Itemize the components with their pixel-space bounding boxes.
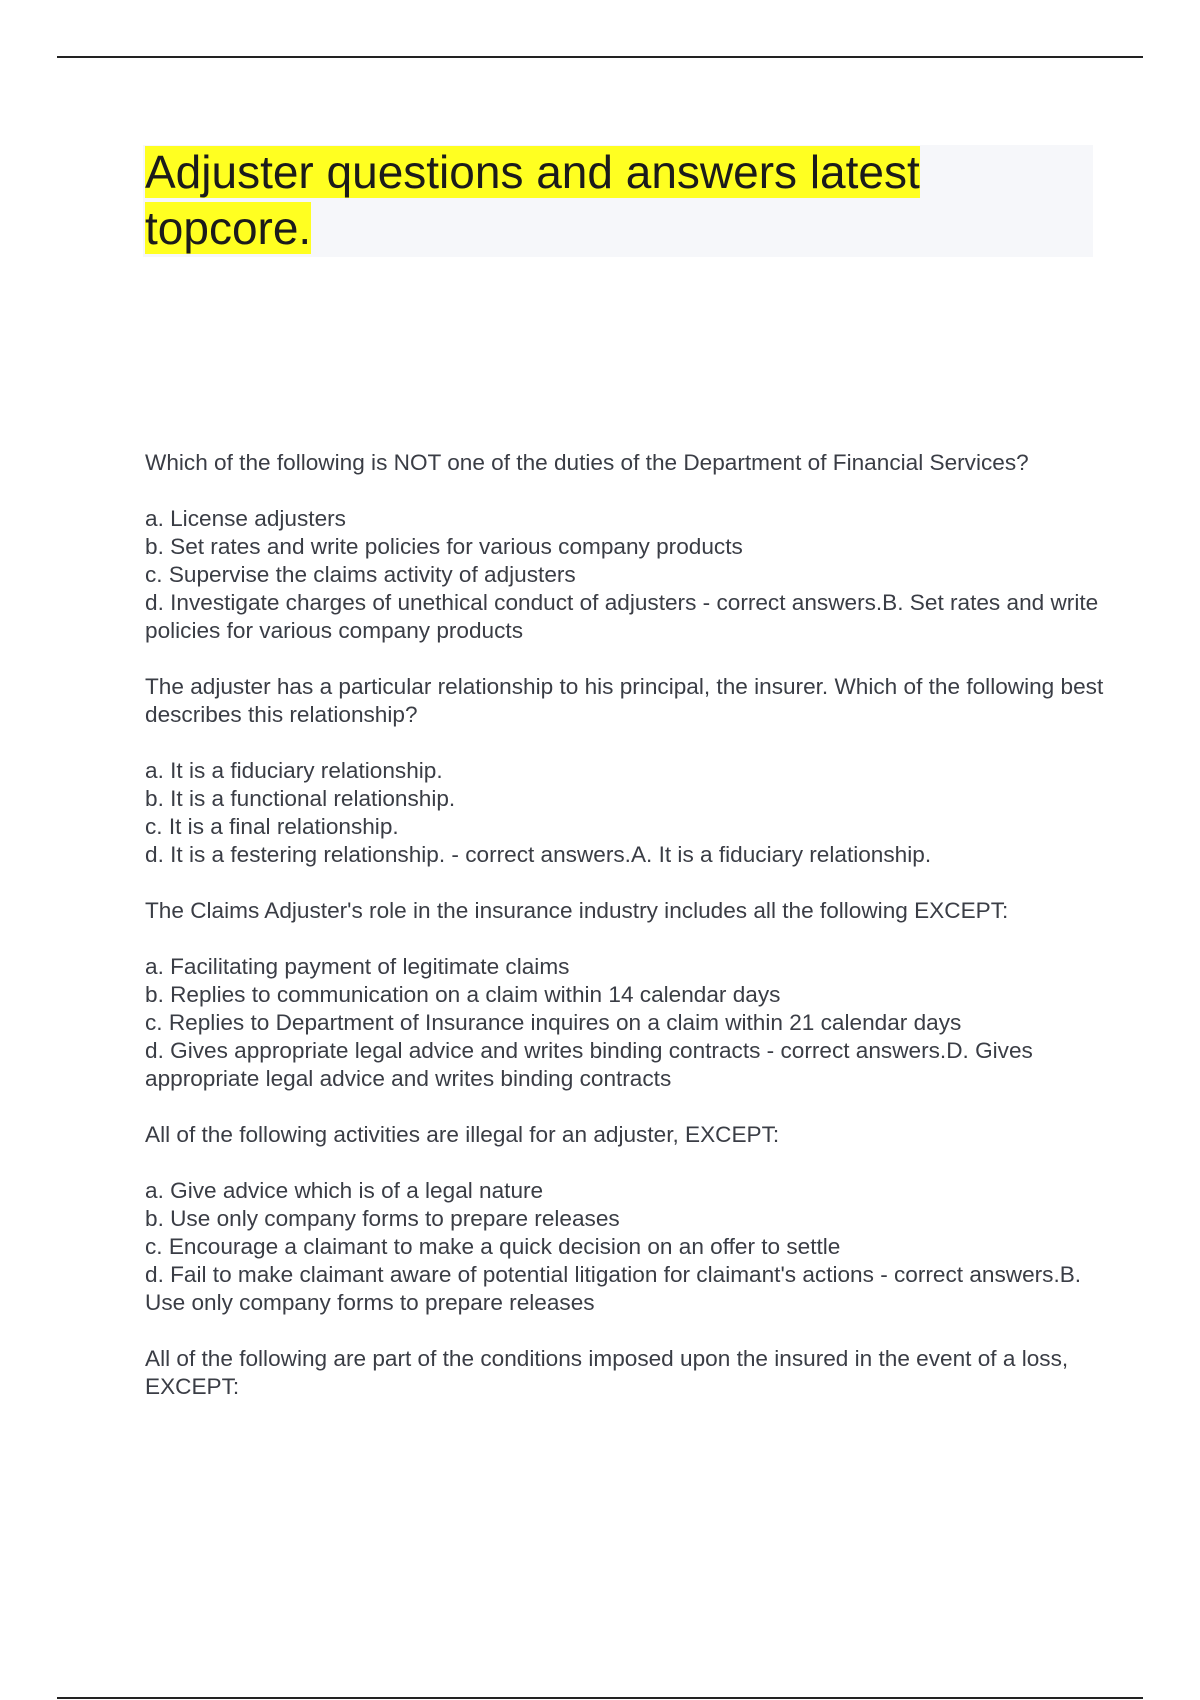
answer-option: c. Supervise the claims activity of adjusters	[145, 562, 576, 587]
answer-option-with-correct-answer: d. It is a festering relationship. - correct answers.A. It is a fiduciary relationship.	[145, 842, 932, 867]
question-block-4	[145, 1121, 1105, 1317]
title-highlight: Adjuster questions and answers latest topcore.	[145, 146, 920, 254]
answer-option-with-correct-answer: d. Investigate charges of unethical conduct of adjusters - correct answers.B. Set rates and write policies for various company products	[145, 590, 1099, 643]
question-block-2	[145, 673, 1105, 869]
answer-option: b. Replies to communication on a claim within 14 calendar days	[145, 982, 781, 1007]
question-text: Which of the following is NOT one of the duties of the Department of Financial Services?	[145, 450, 1029, 475]
answer-option: b. It is a functional relationship.	[145, 786, 456, 811]
question-text: All of the following are part of the conditions imposed upon the insured in the event of a loss, EXCEPT:	[145, 1346, 1069, 1399]
question-text: All of the following activities are illegal for an adjuster, EXCEPT:	[145, 1122, 780, 1147]
answer-option-with-correct-answer: d. Gives appropriate legal advice and writes binding contracts - correct answers.D. Gives appropriate legal advice and writes binding contracts	[145, 1038, 1033, 1091]
answer-option: c. Encourage a claimant to make a quick decision on an offer to settle	[145, 1234, 841, 1259]
answer-option: a. It is a fiduciary relationship.	[145, 758, 443, 783]
answer-option: a. Facilitating payment of legitimate claims	[145, 954, 570, 979]
question-block-3	[145, 897, 1105, 1093]
answer-option-with-correct-answer: d. Fail to make claimant aware of potential litigation for claimant's actions - correct answers.B. Use only company forms to prepare releases	[145, 1262, 1082, 1315]
question-block-1	[145, 449, 1105, 645]
top-rule	[57, 56, 1143, 58]
answer-option: c. It is a final relationship.	[145, 814, 399, 839]
document-title	[145, 144, 1045, 256]
document-body	[145, 449, 1105, 1429]
question-text: The adjuster has a particular relationship to his principal, the insurer. Which of the following best describes this relationship?	[145, 674, 1104, 727]
answer-option: a. Give advice which is of a legal nature	[145, 1178, 544, 1203]
answer-option: b. Use only company forms to prepare releases	[145, 1206, 620, 1231]
question-block-5	[145, 1345, 1105, 1401]
answer-option: c. Replies to Department of Insurance inquires on a claim within 21 calendar days	[145, 1010, 962, 1035]
question-text: The Claims Adjuster's role in the insurance industry includes all the following EXCEPT:	[145, 898, 1009, 923]
answer-option: a. License adjusters	[145, 506, 346, 531]
bottom-rule	[57, 1697, 1143, 1699]
answer-option: b. Set rates and write policies for various company products	[145, 534, 743, 559]
